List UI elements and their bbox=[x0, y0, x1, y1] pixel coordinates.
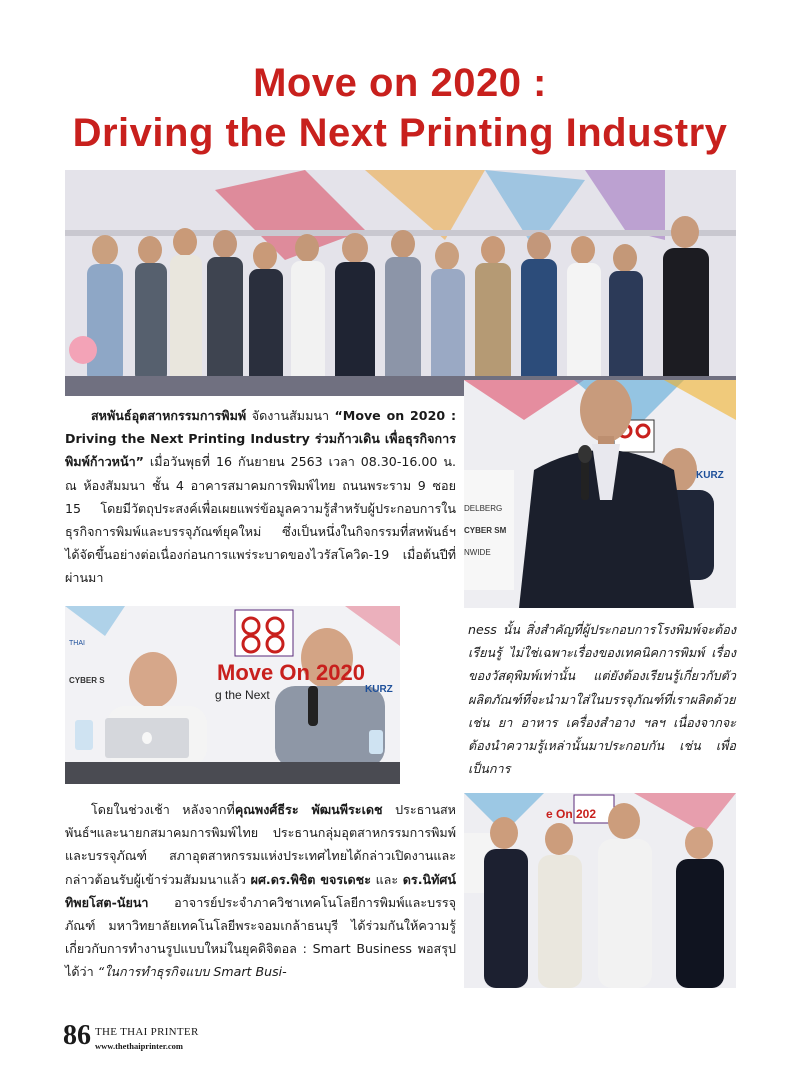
session-text-3: และ bbox=[370, 871, 403, 887]
speaker-name-3: ดร.นิทัศน์ ทิพยโสต-นัยนา bbox=[65, 871, 456, 910]
session-text-1: โดยในช่วงเช้า หลังจากที่ bbox=[91, 802, 235, 817]
banner-title: Move On 2020 bbox=[217, 660, 365, 685]
session-text-4: อาจารย์ประจำภาควิชาเทคโนโลยีการพิมพ์และบรรจุภัณฑ์ มหาวิทยาลัยเทคโนโลยีพระจอมเกล้าธนบุรี ได้ร่วมกันให้ความรู้เกี่ยวกับการทำงานรูปแบบใหม่ในยุคดิจิตอล : Smart Business พอสรุปได้ว่า bbox=[65, 894, 456, 980]
publication-url: www.thethaiprinter.com bbox=[95, 1041, 183, 1051]
intro-text-2: เมื่อวันพุธที่ 16 กันยายน 2563 เวลา 08.30-16.00 น. ณ ห้องสัมมนา ชั้น 4 อาคารสมาคมการพิมพ์ไทย ถนนพระราม 9 ซอย 15 โดยมีวัตถุประสงค์เพื่อเผยแพร่ข้อมูลความรู้สำหรับผู้ประกอบการในธุรกิจการพิมพ์และบรรจุภัณฑ์ยุคใหม่ ซึ่งเป็นหนึ่งในกิจกรรมที่สหพันธ์ฯ ได้จัดขึ้นอย่างต่อเนื่องก่อนการแพร่ระบาดของไวรัสโควิด-19 เมื่อต้นปีที่ผ่านมา bbox=[65, 454, 456, 586]
title-line-2: Driving the Next Printing Industry bbox=[72, 111, 728, 155]
title-line-1: Move on 2020 : bbox=[253, 61, 547, 105]
organizer-name: สหพันธ์อุตสาหกรรมการพิมพ์ bbox=[91, 408, 247, 423]
speakers-group-photo bbox=[464, 793, 736, 988]
banner-title: e On 202 bbox=[546, 807, 597, 821]
group-photo bbox=[65, 170, 736, 396]
thai-logo: THAI bbox=[69, 640, 85, 647]
morning-session-paragraph bbox=[65, 798, 456, 984]
sponsor-logos bbox=[464, 498, 524, 564]
article-title bbox=[0, 58, 800, 158]
page-number: 86 bbox=[63, 1020, 91, 1051]
kurz-logo: KURZ bbox=[365, 684, 393, 695]
panel-photo bbox=[65, 606, 400, 784]
logo-1: DELBERG bbox=[464, 504, 503, 513]
logo-2: CYBER SM bbox=[464, 526, 507, 535]
session-text-2: ประธานสหพันธ์ฯและนายกสมาคมการพิมพ์ไทย ประธานกลุ่มอุตสาหกรรมการพิมพ์และบรรจุภัณฑ์ สภาอุตสาหกรรมแห่งประเทศไทยได้กล่าวเปิดงานและกล่าวต้อนรับผู้เข้าร่วมสัมมนาแล้ว bbox=[65, 802, 456, 887]
intro-paragraph bbox=[65, 404, 456, 590]
speaker-name-2: ผศ.ดร.พิชิต ขจรเดชะ bbox=[250, 871, 371, 887]
kurz-logo: KURZ bbox=[696, 470, 724, 481]
intro-text-1: จัดงานสัมมนา bbox=[246, 408, 335, 423]
quote-start: “ในการทำธุรกิจแบบ Smart Busi- bbox=[97, 964, 287, 980]
quote-continuation bbox=[468, 618, 736, 780]
speaker-photo bbox=[464, 380, 736, 608]
publication-name: THE THAI PRINTER bbox=[95, 1026, 199, 1038]
logo-3: NWIDE bbox=[464, 548, 491, 557]
speaker-name-1: คุณพงศ์ธีระ พัฒนพีระเดช bbox=[234, 802, 383, 817]
cyber-logo: CYBER S bbox=[69, 676, 105, 685]
banner-subtitle: g the Next bbox=[215, 688, 270, 702]
quote-text: ness นั้น สิ่งสำคัญที่ผู้ประกอบการโรงพิมพ์จะต้องเรียนรู้ ไม่ใช่เฉพาะเรื่องของเทคนิคการพิมพ์ เรื่องของวัสดุพิมพ์เท่านั้น แต่ยังต้องเรียนรู้เกี่ยวกับตัวผลิตภัณฑ์ที่จะนำมาใส่ในบรรจุภัณฑ์ที่เราผลิตด้วย เช่น ยา อาหาร เครื่องสำอาง ฯลฯ เนื่องจากจะต้องนำความรู้เหล่านั้นมาประกอบกัน เช่น เพื่อเป็นการ bbox=[468, 622, 736, 777]
event-name: “Move on 2020 : Driving the Next Printing Industry ร่วมก้าวเดิน เพื่อธุรกิจการพิมพ์ก้าวหน้า” bbox=[65, 408, 456, 470]
